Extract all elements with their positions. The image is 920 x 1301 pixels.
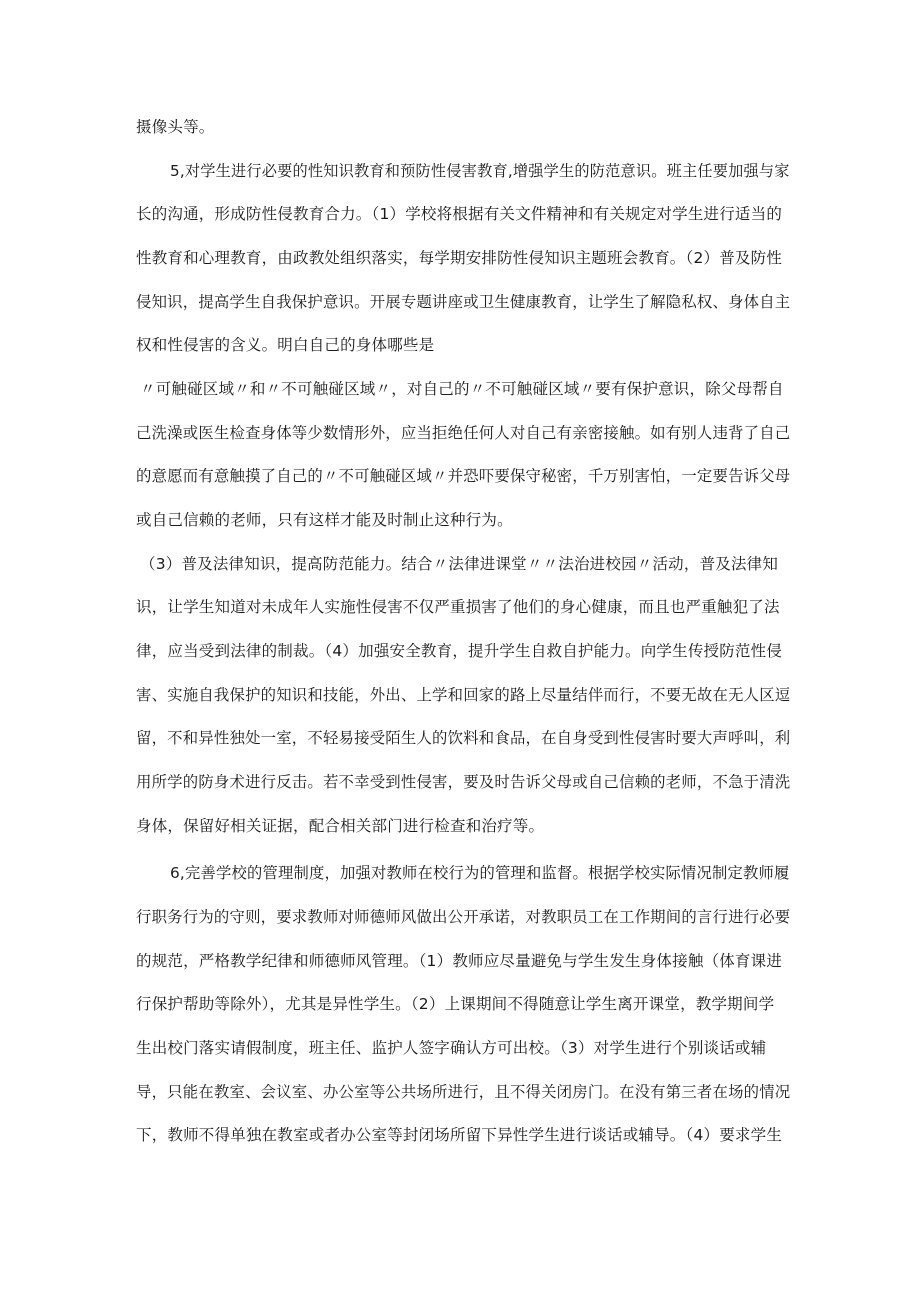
text-line: 生出校门落实请假制度，班主任、监护人签字确认方可出校。（3）对学生进行个别谈话或辅 xyxy=(136,1039,767,1057)
text-line: 己洗澡或医生检查身体等少数情形外，应当拒绝任何人对自己有亲密接触。如有别人违背了自己 xyxy=(136,424,791,442)
text-line: 律，应当受到法律的制裁。（4）加强安全教育，提升学生自救自护能力。向学生传授防范性侵 xyxy=(136,642,783,660)
text-line: 摄像头等。 xyxy=(136,118,215,136)
text-line: 留，不和异性独处一室，不轻易接受陌生人的饮料和食品，在自身受到性侵害时要大声呼叫，利 xyxy=(136,729,791,747)
text-line: 〃可触碰区域〃和〃不可触碰区域〃，对自己的〃不可触碰区域〃要有保护意识，除父母帮自 xyxy=(140,380,784,398)
text-line: 识，让学生知道对未成年人实施性侵害不仅严重损害了他们的身心健康，而且也严重触犯了法 xyxy=(136,598,780,616)
text-line: 下，教师不得单独在教室或者办公室等封闭场所留下异性学生进行谈话或辅导。（4）要求学生 xyxy=(136,1126,783,1144)
text-line: 长的沟通，形成防性侵教育合力。（1）学校将根据有关文件精神和有关规定对学生进行适当的 xyxy=(136,205,783,223)
text-line: 身体，保留好相关证据，配合相关部门进行检查和治疗等。 xyxy=(136,817,545,835)
text-line: 行保护帮助等除外），尤其是异性学生。（2）上课期间不得随意让学生离开课堂，教学期间学 xyxy=(136,995,775,1013)
text-line: 导，只能在教室、会议室、办公室等公共场所进行，且不得关闭房门。在没有第三者在场的情况 xyxy=(136,1083,791,1101)
text-line: 用所学的防身术进行反击。若不幸受到性侵害，要及时告诉父母或自己信赖的老师，不急于清洗 xyxy=(136,773,791,791)
text-line: 侵知识，提高学生自我保护意识。开展专题讲座或卫生健康教育，让学生了解隐私权、身体自主 xyxy=(136,293,791,311)
text-line: 行职务行为的守则，要求教师对师德师风做出公开承诺，对教职员工在工作期间的言行进行必要 xyxy=(136,908,791,926)
text-line: 性教育和心理教育，由政教处组织落实，每学期安排防性侵知识主题班会教育。（2）普及防性 xyxy=(136,249,783,267)
text-line: 权和性侵害的含义。明白自己的身体哪些是 xyxy=(136,336,435,354)
text-line: 6,完善学校的管理制度，加强对教师在校行为的管理和监督。根据学校实际情况制定教师履 xyxy=(170,864,790,882)
text-line: （3）普及法律知识，提高防范能力。结合〃法律进课堂〃〃法治进校园〃活动，普及法律知 xyxy=(140,555,779,573)
text-line: 的规范，严格教学纪律和师德师风管理。（1）教师应尽量避免与学生发生身体接触（体育课进 xyxy=(136,952,783,970)
text-line: 害、实施自我保护的知识和技能，外出、上学和回家的路上尽量结伴而行，不要无故在无人区逗 xyxy=(136,686,791,704)
text-line: 的意愿而有意触摸了自己的〃不可触碰区域〃并恐吓要保守秘密，千万别害怕，一定要告诉父母 xyxy=(136,467,791,485)
text-line: 或自己信赖的老师，只有这样才能及时制止这种行为。 xyxy=(136,511,513,529)
text-line: 5,对学生进行必要的性知识教育和预防性侵害教育,增强学生的防范意识。班主任要加强与家 xyxy=(170,162,790,180)
